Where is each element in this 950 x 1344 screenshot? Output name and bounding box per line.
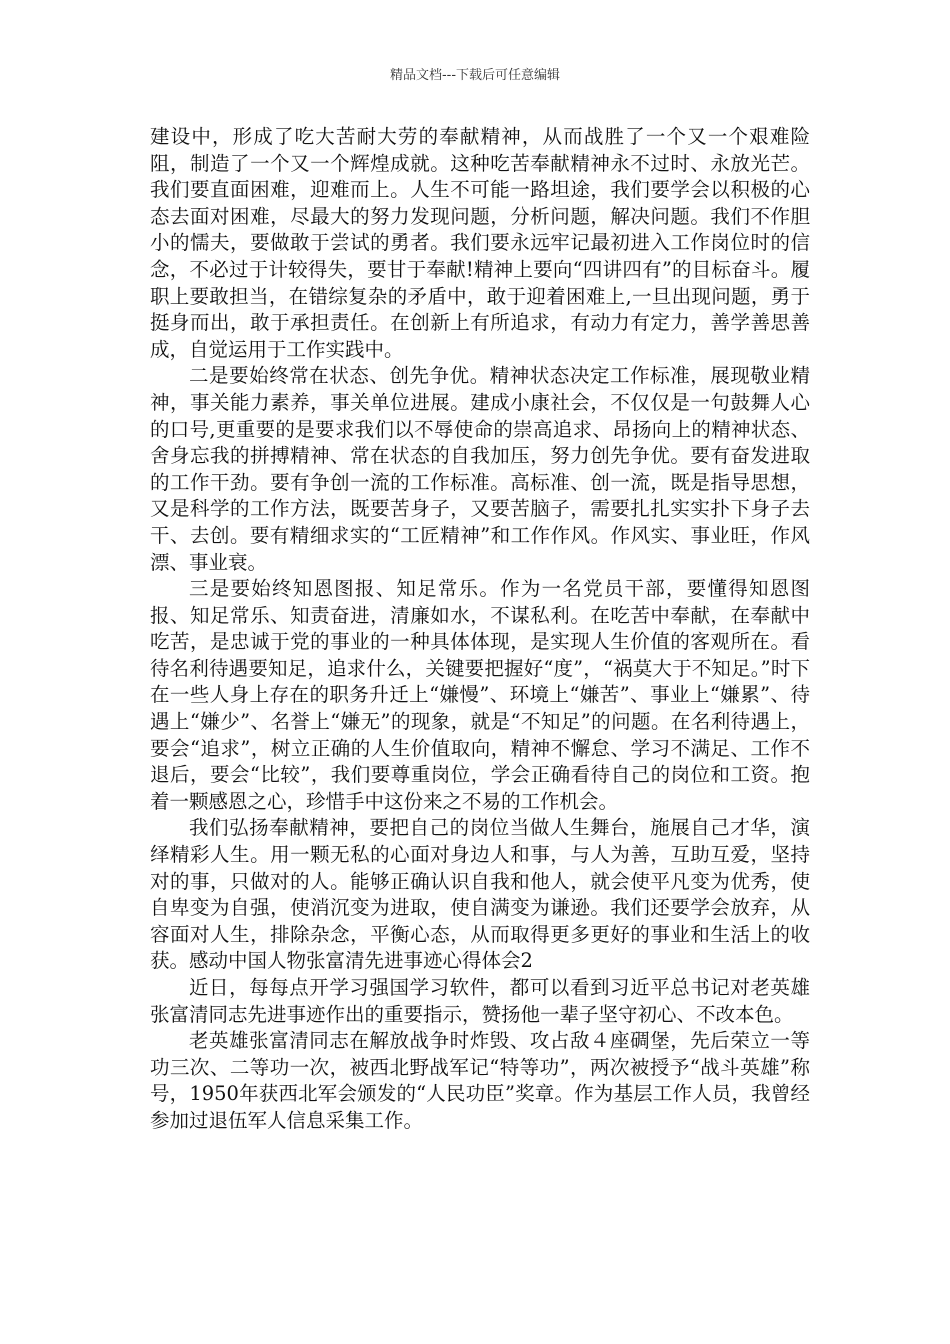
paragraph-3: 三是要始终知恩图报、知足常乐。作为一名党员干部，要懂得知恩图报、知足常乐、知责奋进，清廉如水，不谋私利。在吃苦中奉献，在奉献中吃苦，是忠诚于党的事业的一种具体体现，是实现人生价值的客观所在。看待名利待遇要知足，追求什么，关键要把握好“度”，“祸莫大于不知足。”时下在一些人身上存在的职务升迁上“嫌慢”、环境上“嫌苦”、事业上“嫌累”、待遇上“嫌少”、名誉上“嫌无”的现象，就是“不知足”的问题。在名利待遇上，要会“追求”，树立正确的人生价值取向，精神不懈怠、学习不满足、工作不退后，要会“比较”，我们要尊重岗位，学会正确看待自己的岗位和工资。抱着一颗感恩之心，珍惜手中这份来之不易的工作机会。 [150,577,810,813]
page-header: 精品文档---下载后可任意编辑 [389,68,561,83]
paragraph-2: 二是要始终常在状态、创先争优。精神状态决定工作标准，展现敬业精神，事关能力素养，事关单位进展。建成小康社会，不仅仅是一句鼓舞人心的口号,更重要的是要求我们以不辱使命的崇高追求、昂扬向上的精神状态、舍身忘我的拼搏精神、常在状态的自我加压，努力创先争优。要有奋发进取的工作干劲。要有争创一流的工作标准。高标准、创一流，既是指导思想，又是科学的工作方法，既要苦身子，又要苦脑子，需要扎扎实实扑下身子去干、去创。要有精细求实的“工匠精神”和工作作风。作风实、事业旺，作风漂、事业衰。 [150,364,810,574]
paragraph-5: 近日，每每点开学习强国学习软件，都可以看到习近平总书记对老英雄张富清同志先进事迹作出的重要指示，赞扬他一辈子坚守初心、不改本色。 [150,976,810,1026]
paragraph-1: 建设中，形成了吃大苦耐大劳的奉献精神，从而战胜了一个又一个艰难险阻，制造了一个又一个辉煌成就。这种吃苦奉献精神永不过时、永放光芒。我们要直面困难，迎难而上。人生不可能一路坦途，我们要学会以积极的心态去面对困难，尽最大的努力发现问题，分析问题，解决问题。我们不作胆小的懦夫，要做敢于尝试的勇者。我们要永远牢记最初进入工作岗位时的信念，不必过于计较得失，要甘于奉献!精神上要向“四讲四有”的目标奋斗。履职上要敢担当，在错综复杂的矛盾中，敢于迎着困难上,一旦出现问题，勇于挺身而出，敢于承担责任。在创新上有所追求，有动力有定力，善学善思善成，自觉运用于工作实践中。 [150,125,810,361]
document-body [150,124,810,1135]
paragraph-6: 老英雄张富清同志在解放战争时炸毁、攻占敌４座碉堡，先后荣立一等功三次、二等功一次，被西北野战军记“特等功”，两次被授予“战斗英雄”称号，1950年获西北军会颁发的“人民功臣”奖章。作为基层工作人员，我曾经参加过退伍军人信息采集工作。 [150,1029,810,1132]
paragraph-4: 我们弘扬奉献精神，要把自己的岗位当做人生舞台，施展自己才华，演绎精彩人生。用一颗无私的心面对身边人和事，与人为善，互助互爱，坚持对的事，只做对的人。能够正确认识自我和他人，就会使平凡变为优秀，使自卑变为自强，使消沉变为进取，使自满变为谦逊。我们还要学会放弃，从容面对人生，排除杂念，平衡心态，从而取得更多更好的事业和生活上的收获。感动中国人物张富清先进事迹心得体会2 [150,816,810,973]
